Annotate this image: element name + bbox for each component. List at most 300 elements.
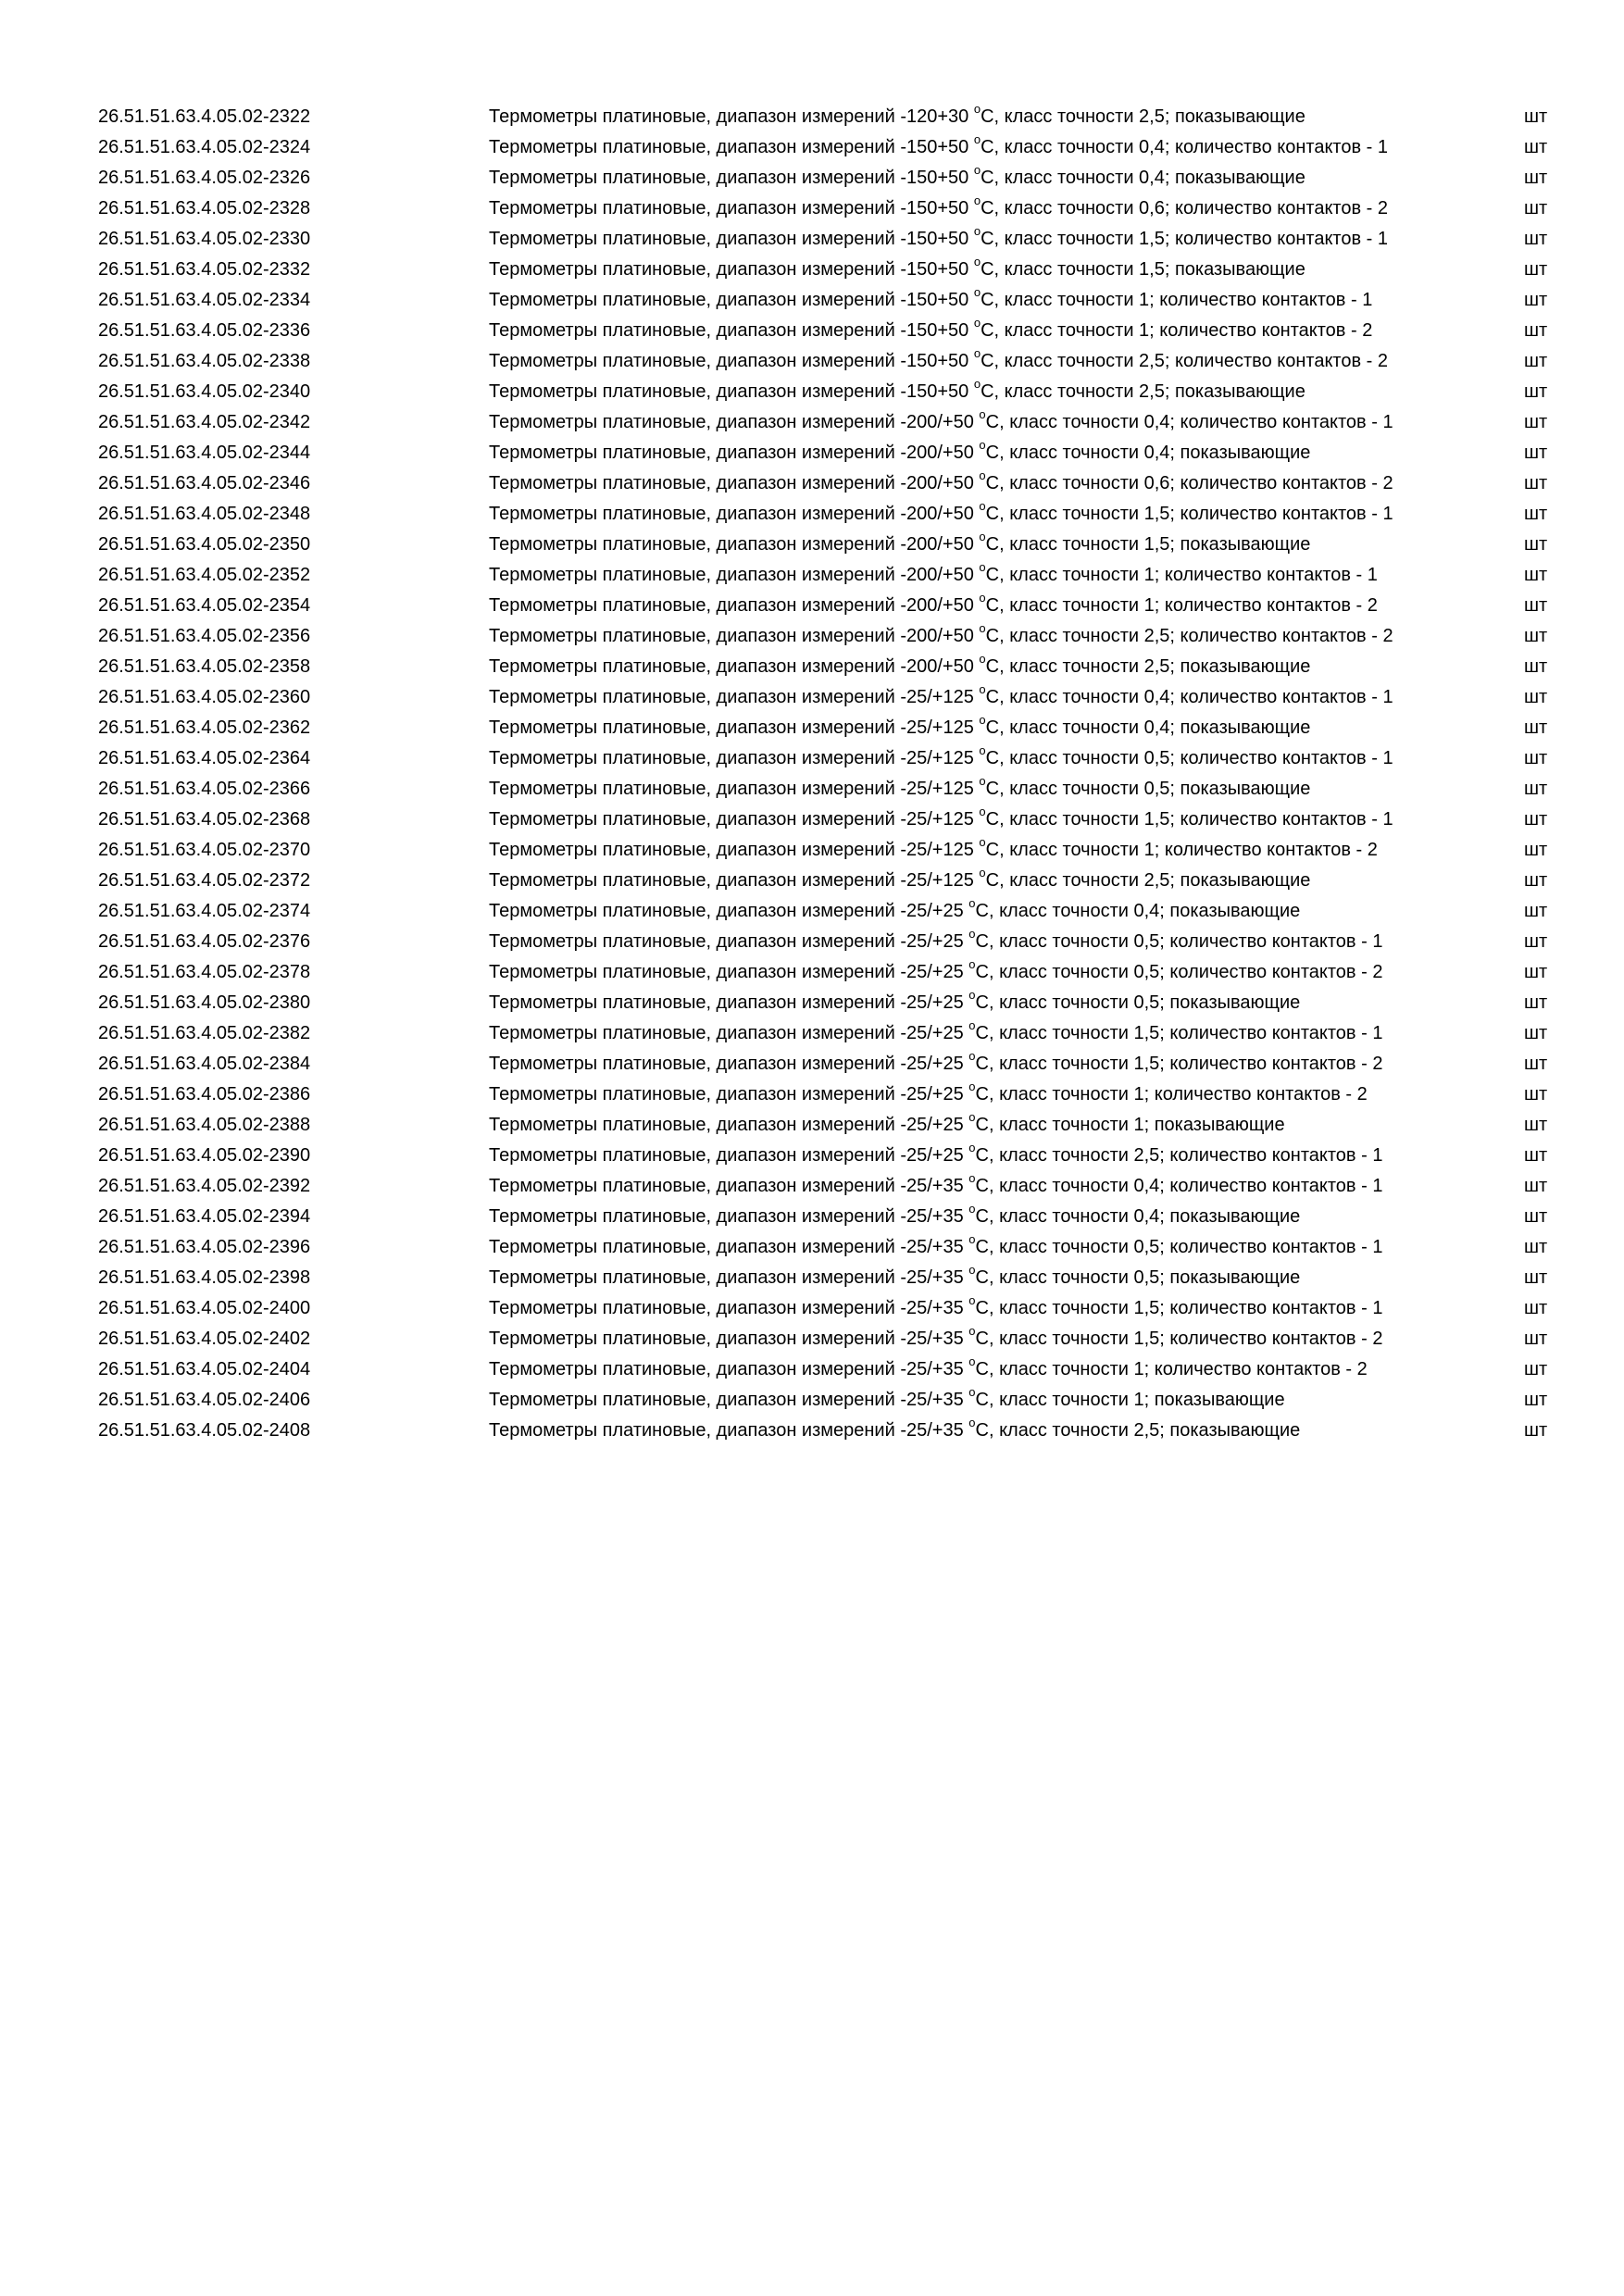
description-text: Термометры платиновые, диапазон измерений -25/+25 [489,962,969,982]
item-unit: шт [1524,1359,1548,1379]
item-description [489,621,1452,652]
degree-mark: о [979,560,986,575]
item-code: 26.51.51.63.4.05.02-2402 [98,1329,311,1349]
item-description [489,591,1452,621]
degree-mark: о [973,224,981,239]
description-text: Термометры платиновые, диапазон измерений -25/+25 [489,901,969,921]
item-description [489,835,1452,866]
degree-mark: о [968,1416,976,1430]
degree-mark: о [973,163,981,178]
item-description [489,1079,1452,1110]
degree-mark: о [968,1141,976,1155]
description-text: Термометры платиновые, диапазон измерений -25/+35 [489,1329,969,1349]
table-row [0,377,1624,407]
item-description [489,132,1452,163]
description-tail: С, класс точности 1; количество контактов - 1 [981,290,1373,310]
degree-mark: о [973,102,981,117]
item-code: 26.51.51.63.4.05.02-2326 [98,168,311,188]
table-row [0,407,1624,438]
item-unit: шт [1524,106,1548,127]
item-description [489,1049,1452,1079]
description-text: Термометры платиновые, диапазон измерений -150+50 [489,381,974,402]
item-description [489,285,1452,316]
table-row [0,713,1624,743]
item-code: 26.51.51.63.4.05.02-2350 [98,534,311,555]
item-description [489,193,1452,224]
description-text: Термометры платиновые, диапазон измерений -25/+35 [489,1206,969,1227]
table-row [0,1018,1624,1049]
item-unit: шт [1524,1023,1548,1043]
item-code: 26.51.51.63.4.05.02-2370 [98,840,311,860]
item-description [489,743,1452,774]
description-tail: С, класс точности 0,4; показывающие [975,1206,1301,1227]
description-tail: С, класс точности 1; показывающие [975,1115,1285,1135]
description-text: Термометры платиновые, диапазон измерений -25/+25 [489,931,969,952]
description-text: Термометры платиновые, диапазон измерений -150+50 [489,351,974,371]
item-unit: шт [1524,229,1548,249]
item-description [489,255,1452,285]
description-text: Термометры платиновые, диапазон измерений -25/+35 [489,1237,969,1257]
description-tail: С, класс точности 1; количество контактов - 2 [981,320,1373,341]
item-description [489,1202,1452,1232]
item-description [489,896,1452,927]
description-text: Термометры платиновые, диапазон измерений -150+50 [489,198,974,218]
item-unit: шт [1524,290,1548,310]
description-text: Термометры платиновые, диапазон измерений -200/+50 [489,473,980,493]
description-tail: С, класс точности 0,5; количество контактов - 1 [985,748,1393,768]
item-description [489,163,1452,193]
table-row [0,774,1624,805]
item-unit: шт [1524,1084,1548,1104]
degree-mark: о [979,805,986,819]
description-tail: С, класс точности 2,5; количество контактов - 1 [975,1145,1383,1166]
description-tail: С, класс точности 1; количество контактов - 2 [985,595,1378,616]
item-unit: шт [1524,1176,1548,1196]
item-code: 26.51.51.63.4.05.02-2372 [98,870,311,891]
description-tail: С, класс точности 1; количество контактов - 2 [985,840,1378,860]
item-description [489,224,1452,255]
degree-mark: о [968,1293,976,1308]
table-row [0,1141,1624,1171]
degree-mark: о [973,316,981,331]
item-description [489,1018,1452,1049]
table-row [0,927,1624,957]
item-code: 26.51.51.63.4.05.02-2382 [98,1023,311,1043]
item-code: 26.51.51.63.4.05.02-2330 [98,229,311,249]
item-unit: шт [1524,1115,1548,1135]
item-unit: шт [1524,656,1548,677]
table-row [0,682,1624,713]
description-tail: С, класс точности 0,6; количество контактов - 2 [981,198,1389,218]
item-description [489,866,1452,896]
table-row [0,438,1624,468]
table-row [0,285,1624,316]
table-row [0,1354,1624,1385]
item-unit: шт [1524,718,1548,738]
table-row [0,1263,1624,1293]
table-row [0,1293,1624,1324]
item-code: 26.51.51.63.4.05.02-2374 [98,901,311,921]
item-unit: шт [1524,779,1548,799]
degree-mark: о [968,1324,976,1339]
item-description [489,438,1452,468]
item-code: 26.51.51.63.4.05.02-2336 [98,320,311,341]
item-unit: шт [1524,443,1548,463]
item-code: 26.51.51.63.4.05.02-2406 [98,1390,311,1410]
degree-mark: о [979,866,986,880]
degree-mark: о [973,255,981,269]
item-description [489,407,1452,438]
item-code: 26.51.51.63.4.05.02-2346 [98,473,311,493]
description-tail: С, класс точности 0,5; показывающие [975,1267,1301,1288]
description-text: Термометры платиновые, диапазон измерений -200/+50 [489,595,980,616]
table-row [0,102,1624,132]
item-description [489,377,1452,407]
description-text: Термометры платиновые, диапазон измерений -25/+25 [489,1023,969,1043]
description-tail: С, класс точности 2,5; показывающие [981,106,1305,127]
item-code: 26.51.51.63.4.05.02-2400 [98,1298,311,1318]
description-text: Термометры платиновые, диапазон измерений -150+50 [489,229,974,249]
table-row [0,1171,1624,1202]
item-code: 26.51.51.63.4.05.02-2408 [98,1420,311,1441]
table-row [0,1202,1624,1232]
table-row [0,255,1624,285]
description-text: Термометры платиновые, диапазон измерений -120+30 [489,106,974,127]
item-unit: шт [1524,168,1548,188]
description-tail: С, класс точности 1,5; количество контактов - 1 [981,229,1389,249]
description-tail: С, класс точности 0,4; показывающие [985,443,1311,463]
description-text: Термометры платиновые, диапазон измерений -25/+125 [489,870,980,891]
table-row [0,805,1624,835]
item-unit: шт [1524,626,1548,646]
table-row [0,652,1624,682]
description-text: Термометры платиновые, диапазон измерений -25/+25 [489,1054,969,1074]
item-unit: шт [1524,1329,1548,1349]
description-text: Термометры платиновые, диапазон измерений -150+50 [489,259,974,280]
item-code: 26.51.51.63.4.05.02-2322 [98,106,311,127]
description-tail: С, класс точности 2,5; количество контактов - 2 [985,626,1393,646]
description-tail: С, класс точности 0,4; показывающие [981,168,1305,188]
degree-mark: о [979,591,986,605]
item-unit: шт [1524,992,1548,1013]
description-text: Термометры платиновые, диапазон измерений -25/+25 [489,1115,969,1135]
description-text: Термометры платиновые, диапазон измерений -25/+35 [489,1267,969,1288]
item-unit: шт [1524,381,1548,402]
degree-mark: о [968,1018,976,1033]
degree-mark: о [979,530,986,544]
description-text: Термометры платиновые, диапазон измерений -25/+25 [489,992,969,1013]
degree-mark: о [968,927,976,942]
item-description [489,774,1452,805]
item-description [489,102,1452,132]
item-description [489,346,1452,377]
degree-mark: о [979,743,986,758]
item-code: 26.51.51.63.4.05.02-2398 [98,1267,311,1288]
item-unit: шт [1524,1390,1548,1410]
degree-mark: о [968,1354,976,1369]
item-unit: шт [1524,504,1548,524]
table-row [0,1110,1624,1141]
description-tail: С, класс точности 1,5; количество контактов - 1 [985,809,1393,830]
item-unit: шт [1524,962,1548,982]
item-code: 26.51.51.63.4.05.02-2378 [98,962,311,982]
table-row [0,316,1624,346]
item-unit: шт [1524,473,1548,493]
description-tail: С, класс точности 0,4; показывающие [985,718,1311,738]
item-code: 26.51.51.63.4.05.02-2344 [98,443,311,463]
item-description [489,499,1452,530]
description-text: Термометры платиновые, диапазон измерений -200/+50 [489,412,980,432]
item-code: 26.51.51.63.4.05.02-2384 [98,1054,311,1074]
item-code: 26.51.51.63.4.05.02-2356 [98,626,311,646]
item-code: 26.51.51.63.4.05.02-2348 [98,504,311,524]
description-text: Термометры платиновые, диапазон измерений -150+50 [489,168,974,188]
item-unit: шт [1524,320,1548,341]
item-code: 26.51.51.63.4.05.02-2358 [98,656,311,677]
description-text: Термометры платиновые, диапазон измерений -25/+125 [489,718,980,738]
item-description [489,682,1452,713]
degree-mark: о [979,438,986,453]
description-tail: С, класс точности 0,4; количество контактов - 1 [975,1176,1383,1196]
classifier-table [0,102,1624,1446]
item-unit: шт [1524,351,1548,371]
item-unit: шт [1524,595,1548,616]
item-description [489,1416,1452,1446]
degree-mark: о [973,377,981,392]
item-code: 26.51.51.63.4.05.02-2360 [98,687,311,707]
item-unit: шт [1524,687,1548,707]
description-text: Термометры платиновые, диапазон измерений -25/+35 [489,1298,969,1318]
degree-mark: о [973,193,981,208]
description-tail: С, класс точности 2,5; показывающие [985,870,1311,891]
item-description [489,1324,1452,1354]
table-row [0,591,1624,621]
degree-mark: о [968,1110,976,1125]
item-code: 26.51.51.63.4.05.02-2390 [98,1145,311,1166]
item-description [489,560,1452,591]
item-description [489,1293,1452,1324]
description-text: Термометры платиновые, диапазон измерений -200/+50 [489,656,980,677]
description-text: Термометры платиновые, диапазон измерений -25/+125 [489,840,980,860]
item-description [489,1385,1452,1416]
description-text: Термометры платиновые, диапазон измерений -25/+35 [489,1359,969,1379]
description-tail: С, класс точности 2,5; количество контактов - 2 [981,351,1389,371]
description-tail: С, класс точности 0,5; количество контактов - 1 [975,931,1383,952]
description-tail: С, класс точности 2,5; показывающие [975,1420,1301,1441]
description-text: Термометры платиновые, диапазон измерений -25/+35 [489,1390,969,1410]
item-unit: шт [1524,565,1548,585]
item-code: 26.51.51.63.4.05.02-2342 [98,412,311,432]
item-code: 26.51.51.63.4.05.02-2340 [98,381,311,402]
item-code: 26.51.51.63.4.05.02-2354 [98,595,311,616]
description-text: Термометры платиновые, диапазон измерений -25/+35 [489,1420,969,1441]
description-text: Термометры платиновые, диапазон измерений -25/+125 [489,809,980,830]
degree-mark: о [968,1202,976,1217]
degree-mark: о [973,132,981,147]
item-code: 26.51.51.63.4.05.02-2328 [98,198,311,218]
item-code: 26.51.51.63.4.05.02-2380 [98,992,311,1013]
item-unit: шт [1524,1145,1548,1166]
item-description [489,468,1452,499]
item-unit: шт [1524,870,1548,891]
degree-mark: о [973,285,981,300]
table-row [0,896,1624,927]
item-unit: шт [1524,1298,1548,1318]
item-unit: шт [1524,1206,1548,1227]
item-description [489,1171,1452,1202]
description-tail: С, класс точности 0,4; количество контактов - 1 [985,412,1393,432]
item-description [489,652,1452,682]
description-tail: С, класс точности 1; показывающие [975,1390,1285,1410]
item-description [489,1263,1452,1293]
table-row [0,193,1624,224]
item-code: 26.51.51.63.4.05.02-2364 [98,748,311,768]
degree-mark: о [979,682,986,697]
item-code: 26.51.51.63.4.05.02-2376 [98,931,311,952]
description-text: Термометры платиновые, диапазон измерений -25/+35 [489,1176,969,1196]
description-tail: С, класс точности 0,5; количество контактов - 2 [975,962,1383,982]
table-row [0,1232,1624,1263]
description-text: Термометры платиновые, диапазон измерений -200/+50 [489,565,980,585]
table-row [0,835,1624,866]
degree-mark: о [979,652,986,667]
table-row [0,1416,1624,1446]
degree-mark: о [979,407,986,422]
description-tail: С, класс точности 0,4; показывающие [975,901,1301,921]
description-tail: С, класс точности 0,4; количество контактов - 1 [985,687,1393,707]
item-unit: шт [1524,259,1548,280]
description-text: Термометры платиновые, диапазон измерений -150+50 [489,137,974,157]
table-row [0,346,1624,377]
item-unit: шт [1524,809,1548,830]
description-tail: С, класс точности 1; количество контактов - 2 [975,1359,1368,1379]
item-description [489,1354,1452,1385]
degree-mark: о [979,468,986,483]
item-code: 26.51.51.63.4.05.02-2338 [98,351,311,371]
table-row [0,866,1624,896]
item-unit: шт [1524,1267,1548,1288]
item-description [489,1141,1452,1171]
description-tail: С, класс точности 1,5; показывающие [981,259,1305,280]
description-tail: С, класс точности 1,5; количество контактов - 1 [975,1298,1383,1318]
degree-mark: о [968,1263,976,1278]
description-tail: С, класс точности 0,5; показывающие [985,779,1311,799]
item-code: 26.51.51.63.4.05.02-2334 [98,290,311,310]
description-text: Термометры платиновые, диапазон измерений -200/+50 [489,626,980,646]
item-unit: шт [1524,1054,1548,1074]
degree-mark: о [968,1232,976,1247]
degree-mark: о [979,774,986,789]
item-description [489,316,1452,346]
description-tail: С, класс точности 2,5; показывающие [981,381,1305,402]
degree-mark: о [968,896,976,911]
degree-mark: о [979,621,986,636]
description-tail: С, класс точности 0,6; количество контактов - 2 [985,473,1393,493]
item-code: 26.51.51.63.4.05.02-2392 [98,1176,311,1196]
degree-mark: о [973,346,981,361]
item-unit: шт [1524,534,1548,555]
item-unit: шт [1524,748,1548,768]
description-text: Термометры платиновые, диапазон измерений -150+50 [489,290,974,310]
degree-mark: о [968,1171,976,1186]
degree-mark: о [968,957,976,972]
item-description [489,927,1452,957]
description-text: Термометры платиновые, диапазон измерений -25/+25 [489,1084,969,1104]
table-row [0,499,1624,530]
item-code: 26.51.51.63.4.05.02-2404 [98,1359,311,1379]
item-description [489,530,1452,560]
table-row [0,1385,1624,1416]
item-unit: шт [1524,931,1548,952]
degree-mark: о [968,1049,976,1064]
table-row [0,530,1624,560]
item-unit: шт [1524,412,1548,432]
description-tail: С, класс точности 1,5; количество контактов - 2 [975,1054,1383,1074]
description-text: Термометры платиновые, диапазон измерений -200/+50 [489,534,980,555]
description-tail: С, класс точности 1,5; показывающие [985,534,1311,555]
description-tail: С, класс точности 1,5; количество контактов - 2 [975,1329,1383,1349]
item-unit: шт [1524,1420,1548,1441]
table-row [0,468,1624,499]
item-code: 26.51.51.63.4.05.02-2366 [98,779,311,799]
description-tail: С, класс точности 1; количество контактов - 2 [975,1084,1368,1104]
description-text: Термометры платиновые, диапазон измерений -150+50 [489,320,974,341]
degree-mark: о [979,835,986,850]
description-text: Термометры платиновые, диапазон измерений -200/+50 [489,504,980,524]
description-tail: С, класс точности 0,5; количество контактов - 1 [975,1237,1383,1257]
item-unit: шт [1524,840,1548,860]
description-tail: С, класс точности 1,5; количество контактов - 1 [975,1023,1383,1043]
item-code: 26.51.51.63.4.05.02-2362 [98,718,311,738]
table-row [0,621,1624,652]
item-unit: шт [1524,1237,1548,1257]
item-code: 26.51.51.63.4.05.02-2386 [98,1084,311,1104]
table-row [0,560,1624,591]
description-tail: С, класс точности 1; количество контактов - 1 [985,565,1378,585]
item-code: 26.51.51.63.4.05.02-2388 [98,1115,311,1135]
item-unit: шт [1524,901,1548,921]
item-unit: шт [1524,137,1548,157]
description-text: Термометры платиновые, диапазон измерений -25/+125 [489,779,980,799]
item-description [489,957,1452,988]
table-row [0,988,1624,1018]
description-tail: С, класс точности 1,5; количество контактов - 1 [985,504,1393,524]
degree-mark: о [968,1385,976,1400]
item-description [489,1232,1452,1263]
description-tail: С, класс точности 2,5; показывающие [985,656,1311,677]
item-code: 26.51.51.63.4.05.02-2396 [98,1237,311,1257]
item-description [489,988,1452,1018]
degree-mark: о [968,988,976,1003]
description-text: Термометры платиновые, диапазон измерений -25/+125 [489,687,980,707]
description-text: Термометры платиновые, диапазон измерений -25/+125 [489,748,980,768]
item-description [489,805,1452,835]
table-row [0,1049,1624,1079]
degree-mark: о [968,1079,976,1094]
table-row [0,957,1624,988]
description-tail: С, класс точности 0,4; количество контактов - 1 [981,137,1389,157]
description-text: Термометры платиновые, диапазон измерений -25/+25 [489,1145,969,1166]
item-code: 26.51.51.63.4.05.02-2332 [98,259,311,280]
description-text: Термометры платиновые, диапазон измерений -200/+50 [489,443,980,463]
item-description [489,713,1452,743]
degree-mark: о [979,713,986,728]
table-row [0,163,1624,193]
item-description [489,1110,1452,1141]
item-code: 26.51.51.63.4.05.02-2368 [98,809,311,830]
table-row [0,132,1624,163]
item-code: 26.51.51.63.4.05.02-2352 [98,565,311,585]
